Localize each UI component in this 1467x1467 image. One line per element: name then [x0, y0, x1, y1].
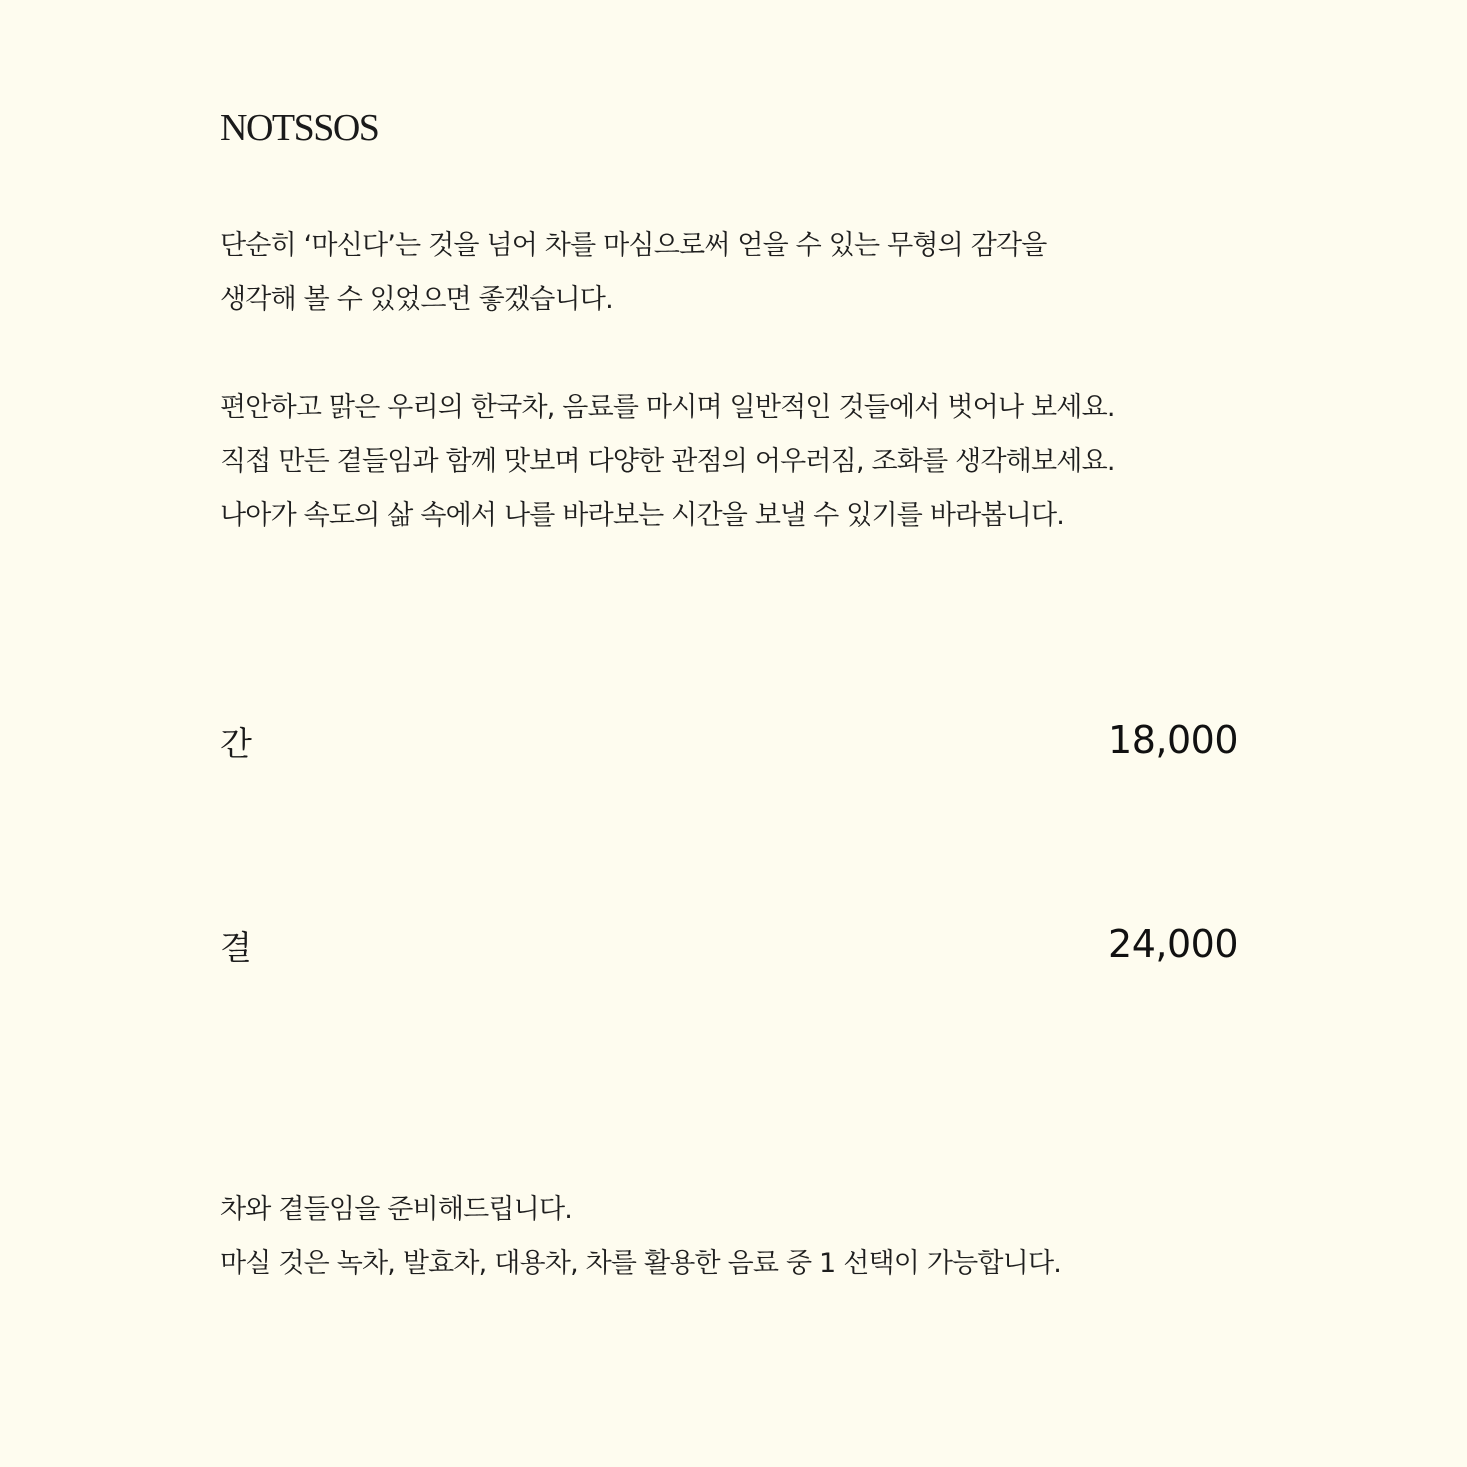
- footer-note: [220, 1183, 1260, 1291]
- menu-item: [220, 714, 1238, 774]
- intro-line: 생각해 볼 수 있었으면 좋겠습니다.: [220, 284, 613, 315]
- footer-line: 차와 곁들임을 준비해드립니다.: [220, 1194, 573, 1225]
- description-line: 직접 만든 곁들임과 함께 맛보며 다양한 관점의 어우러짐, 조화를 생각해보세요.: [220, 446, 1115, 477]
- footer-line: 마실 것은 녹차, 발효차, 대용차, 차를 활용한 음료 중 1 선택이 가능합니다.: [220, 1248, 1062, 1279]
- menu-item-price: 24,000: [1108, 922, 1238, 966]
- menu-item-name: 간: [220, 724, 252, 763]
- menu-item-price: 18,000: [1108, 718, 1238, 762]
- intro-line: 단순히 ‘마신다’는 것을 넘어 차를 마심으로써 얻을 수 있는 무형의 감각을: [220, 230, 1047, 261]
- menu-item-name: 결: [220, 928, 252, 967]
- brand-logo-text: NOTSSOS: [220, 107, 379, 149]
- description-line: 나아가 속도의 삶 속에서 나를 바라보는 시간을 보낼 수 있기를 바라봅니다.: [220, 500, 1065, 531]
- description-line: 편안하고 맑은 우리의 한국차, 음료를 마시며 일반적인 것들에서 벗어나 보세요.: [220, 392, 1115, 423]
- intro-paragraph: [220, 219, 1260, 327]
- menu-item: [220, 918, 1238, 978]
- description-paragraph: [220, 381, 1260, 543]
